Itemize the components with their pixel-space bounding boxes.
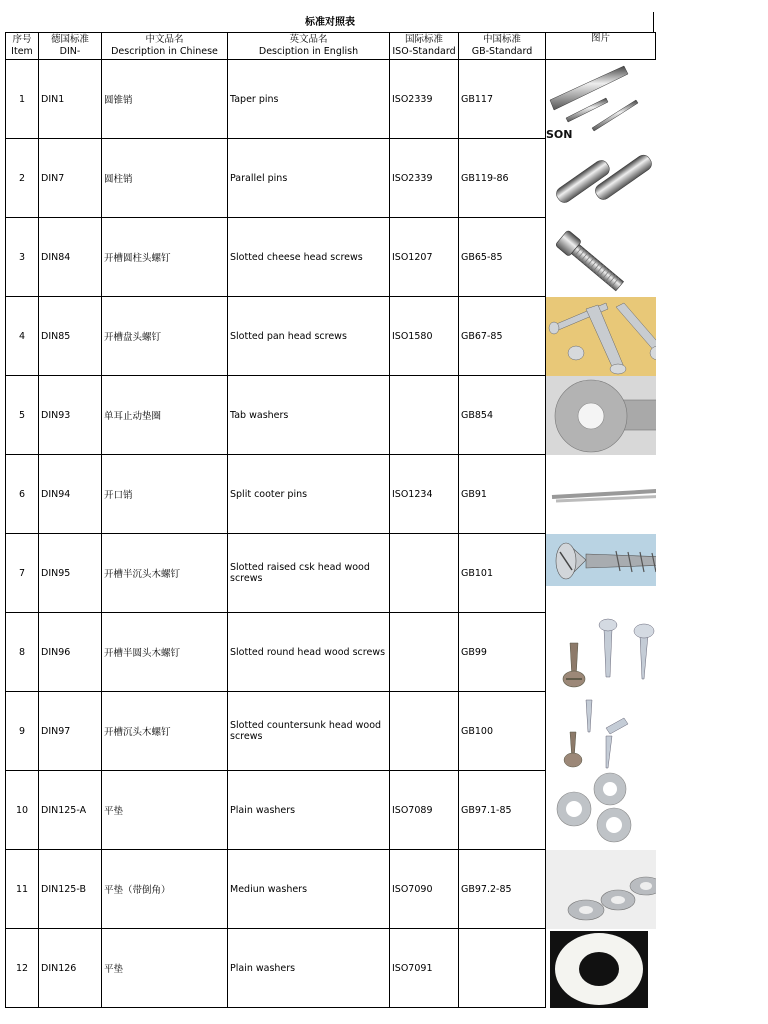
- cell-iso: ISO2339: [390, 139, 459, 218]
- cell-chinese: 开槽沉头木螺钉: [102, 692, 228, 771]
- header-image: 图片: [546, 33, 656, 60]
- cell-item: 4: [6, 297, 39, 376]
- cell-item: 10: [6, 771, 39, 850]
- cell-iso: ISO7090: [390, 850, 459, 929]
- cell-din: DIN95: [39, 534, 102, 613]
- cell-item: 9: [6, 692, 39, 771]
- cell-din: DIN125-A: [39, 771, 102, 850]
- cell-image: [546, 139, 656, 218]
- cell-gb: GB100: [459, 692, 546, 771]
- cell-gb: GB117: [459, 60, 546, 139]
- cell-chinese: 开槽盘头螺钉: [102, 297, 228, 376]
- pan-head-screws-image: [546, 297, 656, 376]
- cell-din: DIN97: [39, 692, 102, 771]
- cell-iso: ISO1207: [390, 218, 459, 297]
- cell-gb: GB67-85: [459, 297, 546, 376]
- cell-image: [546, 771, 656, 850]
- taper-pins-image: [546, 60, 656, 139]
- cell-chinese: 开槽半圆头木螺钉: [102, 613, 228, 692]
- cell-gb: GB65-85: [459, 218, 546, 297]
- cell-item: 3: [6, 218, 39, 297]
- table-row: [6, 60, 656, 139]
- cell-chinese: 平垫: [102, 771, 228, 850]
- cell-english: Plain washers: [228, 771, 390, 850]
- cell-item: 11: [6, 850, 39, 929]
- cell-din: DIN125-B: [39, 850, 102, 929]
- cell-din: DIN126: [39, 929, 102, 1008]
- cell-english: Mediun washers: [228, 850, 390, 929]
- table-row: [6, 771, 656, 850]
- cell-din: DIN93: [39, 376, 102, 455]
- cell-image: [546, 218, 656, 297]
- cell-english: Slotted cheese head screws: [228, 218, 390, 297]
- cell-english: Slotted round head wood screws: [228, 613, 390, 692]
- cell-image: [546, 850, 656, 929]
- cell-din: DIN96: [39, 613, 102, 692]
- cell-chinese: 平垫（带倒角）: [102, 850, 228, 929]
- cell-din: DIN7: [39, 139, 102, 218]
- table-row: [6, 297, 656, 376]
- cell-iso: ISO7089: [390, 771, 459, 850]
- plain-washers-image: [546, 771, 656, 850]
- cell-item: 6: [6, 455, 39, 534]
- cell-english: Slotted pan head screws: [228, 297, 390, 376]
- cell-english: Tab washers: [228, 376, 390, 455]
- cell-english: Plain washers: [228, 929, 390, 1008]
- cell-item: 7: [6, 534, 39, 613]
- white-washer-image: [546, 929, 656, 1008]
- cell-english: Slotted countersunk head wood screws: [228, 692, 390, 771]
- watermark-text: SON: [546, 128, 573, 140]
- table-row: [6, 613, 656, 692]
- table-row: [6, 534, 656, 613]
- cell-gb: [459, 929, 546, 1008]
- cell-chinese: 平垫: [102, 929, 228, 1008]
- cell-din: DIN85: [39, 297, 102, 376]
- cell-image: [546, 692, 656, 771]
- table-row: [6, 455, 656, 534]
- cell-chinese: 单耳止动垫圈: [102, 376, 228, 455]
- cell-gb: GB91: [459, 455, 546, 534]
- cell-iso: ISO1580: [390, 297, 459, 376]
- table-row: [6, 376, 656, 455]
- cell-gb: GB119-86: [459, 139, 546, 218]
- standards-table: [5, 32, 656, 1008]
- cell-item: 5: [6, 376, 39, 455]
- cell-iso: [390, 534, 459, 613]
- table-row: [6, 929, 656, 1008]
- cell-iso: [390, 376, 459, 455]
- table-row: [6, 139, 656, 218]
- cell-english: Split cooter pins: [228, 455, 390, 534]
- cell-item: 8: [6, 613, 39, 692]
- chamfered-washers-image: [546, 850, 656, 929]
- cell-chinese: 开槽半沉头木螺钉: [102, 534, 228, 613]
- cell-iso: ISO7091: [390, 929, 459, 1008]
- cell-din: DIN94: [39, 455, 102, 534]
- cell-image: [546, 376, 656, 455]
- cell-gb: GB101: [459, 534, 546, 613]
- cell-iso: ISO1234: [390, 455, 459, 534]
- cell-gb: GB99: [459, 613, 546, 692]
- header-iso: 国际标准 ISO-Standard: [390, 33, 459, 60]
- tab-washer-image: [546, 376, 656, 455]
- cell-image: [546, 455, 656, 534]
- raised-csk-wood-screw-image: [546, 534, 656, 613]
- cell-iso: [390, 692, 459, 771]
- cell-iso: [390, 613, 459, 692]
- cell-gb: GB854: [459, 376, 546, 455]
- cell-din: DIN1: [39, 60, 102, 139]
- cell-din: DIN84: [39, 218, 102, 297]
- header-item: 序号 Item: [6, 33, 39, 60]
- cell-chinese: 圆锥销: [102, 60, 228, 139]
- split-pin-image: [546, 455, 656, 534]
- table-row: [6, 850, 656, 929]
- cell-item: 2: [6, 139, 39, 218]
- countersunk-wood-screws-image: [546, 692, 656, 771]
- table-row: [6, 692, 656, 771]
- header-english: 英文品名 Desciption in English: [228, 33, 390, 60]
- cell-image: [546, 613, 656, 692]
- cell-english: Slotted raised csk head wood screws: [228, 534, 390, 613]
- cell-english: Taper pins: [228, 60, 390, 139]
- cell-chinese: 开口销: [102, 455, 228, 534]
- cheese-head-screw-image: [546, 218, 656, 297]
- cell-image: [546, 534, 656, 613]
- cell-image: [546, 297, 656, 376]
- header-din: 德国标准 DIN-: [39, 33, 102, 60]
- cell-chinese: 开槽圆柱头螺钉: [102, 218, 228, 297]
- parallel-pins-image: [546, 139, 656, 218]
- cell-item: 12: [6, 929, 39, 1008]
- cell-gb: GB97.2-85: [459, 850, 546, 929]
- title-border: [653, 12, 654, 32]
- header-row: [6, 33, 656, 60]
- header-gb: 中国标准 GB-Standard: [459, 33, 546, 60]
- table-row: [6, 218, 656, 297]
- cell-iso: ISO2339: [390, 60, 459, 139]
- round-head-wood-screws-image: [546, 613, 656, 692]
- cell-english: Parallel pins: [228, 139, 390, 218]
- cell-item: 1: [6, 60, 39, 139]
- header-chinese: 中文品名 Description in Chinese: [102, 33, 228, 60]
- cell-image: [546, 929, 656, 1008]
- cell-gb: GB97.1-85: [459, 771, 546, 850]
- cell-image: [546, 60, 656, 139]
- cell-chinese: 圆柱销: [102, 139, 228, 218]
- sheet-title: 标准对照表: [305, 17, 355, 28]
